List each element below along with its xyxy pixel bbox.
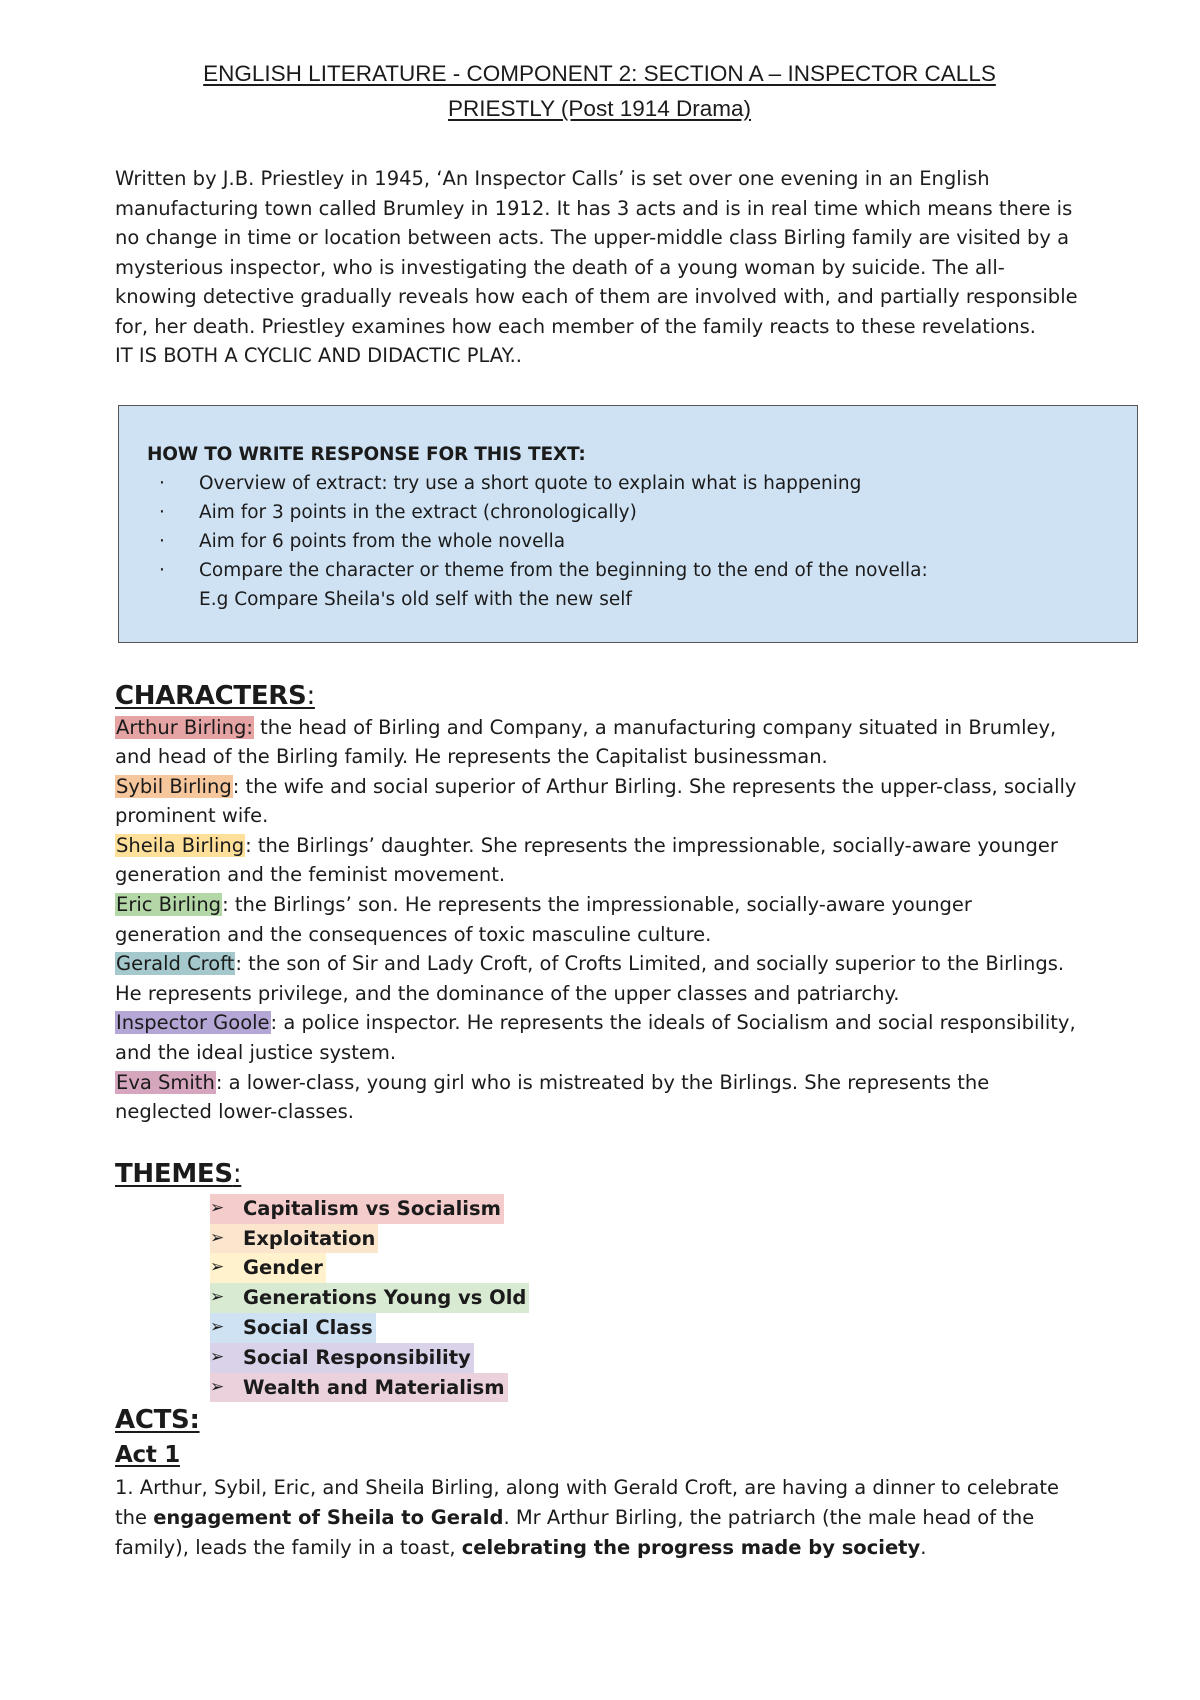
act-1-paragraph: 1. Arthur, Sybil, Eric, and Sheila Birling, along with Gerald Croft, are having a dinner to celebrate the engagement of Sheila to Gerald. Mr Arthur Birling, the patriarch (the male head of the family), leads the family in a toast, celebrating the progress made by society.	[115, 1476, 1059, 1559]
arrow-icon: ➢	[210, 1283, 240, 1313]
response-guide-box	[118, 405, 1138, 643]
bullet-icon: ·	[159, 559, 165, 581]
theme-item: ➢ Exploitation	[210, 1224, 1084, 1254]
character-name-eva: Eva Smith	[116, 1070, 215, 1094]
arrow-icon: ➢	[210, 1253, 240, 1283]
character-name-gerald: Gerald Croft	[116, 952, 235, 976]
themes-heading: THEMES:	[115, 1158, 242, 1189]
response-guide-example: E.g Compare Sheila's old self with the new self	[199, 588, 632, 610]
characters-heading: CHARACTERS:	[115, 680, 315, 711]
character-name-arthur: Arthur Birling:	[116, 715, 253, 739]
response-guide-item: · Overview of extract: try use a short quote to explain what is happening	[147, 469, 1111, 498]
act-1-heading: Act 1	[115, 1442, 180, 1469]
character-name-eric: Eric Birling	[116, 893, 222, 917]
arrow-icon: ➢	[210, 1343, 240, 1373]
arrow-icon: ➢	[210, 1313, 240, 1343]
character-entry: Sheila Birling: the Birlings’ daughter. She represents the impressionable, socially-aware younger generation and the feminist movement.	[115, 833, 1058, 887]
arrow-icon: ➢	[210, 1194, 240, 1224]
characters-list	[115, 713, 1084, 1127]
response-guide-item: · Aim for 3 points in the extract (chronologically)	[147, 498, 1111, 527]
document-title	[115, 0, 1084, 126]
arrow-icon: ➢	[210, 1373, 240, 1403]
title-line-1: ENGLISH LITERATURE - COMPONENT 2: SECTION A – INSPECTOR CALLS	[203, 61, 996, 86]
character-entry: Arthur Birling: the head of Birling and Company, a manufacturing company situated in Brumley, and head of the Birling family. He represents the Capitalist businessman.	[115, 715, 1057, 769]
arrow-icon: ➢	[210, 1224, 240, 1254]
intro-paragraph: Written by J.B. Priestley in 1945, ‘An Inspector Calls’ is set over one evening in an English manufacturing town called Brumley in 1912. It has 3 acts and is in real time which means there is no change in time or location between acts. The upper-middle class Birling family are visited by a mysterious inspector, who is investigating the death of a young woman by suicide. The all-knowing detective gradually reveals how each of them are involved with, and partially responsible for, her death. Priestley examines how each member of the family reacts to these revelations.	[115, 167, 1078, 338]
intro-caps-line: IT IS BOTH A CYCLIC AND DIDACTIC PLAY..	[115, 344, 522, 367]
response-guide-item: · Aim for 6 points from the whole novella	[147, 527, 1111, 556]
character-entry: Eva Smith: a lower-class, young girl who is mistreated by the Birlings. She represents the neglected lower-classes.	[115, 1070, 990, 1124]
theme-item: ➢ Generations Young vs Old	[210, 1283, 1084, 1313]
themes-list	[210, 1194, 1084, 1403]
character-entry: Gerald Croft: the son of Sir and Lady Croft, of Crofts Limited, and socially superior to the Birlings. He represents privilege, and the dominance of the upper classes and patriarchy.	[115, 952, 1065, 1005]
bullet-icon: ·	[159, 472, 165, 494]
bullet-icon: ·	[159, 501, 165, 523]
theme-item: ➢ Social Class	[210, 1313, 1084, 1343]
theme-item: ➢ Capitalism vs Socialism	[210, 1194, 1084, 1224]
theme-item: ➢ Wealth and Materialism	[210, 1373, 1084, 1403]
theme-item: ➢ Gender	[210, 1253, 1084, 1283]
character-entry: Sybil Birling: the wife and social superior of Arthur Birling. She represents the upper-class, socially prominent wife.	[115, 774, 1077, 828]
act-1-summary	[115, 1473, 1084, 1562]
character-name-inspector: Inspector Goole	[116, 1011, 270, 1035]
intro-section	[115, 164, 1084, 371]
bullet-icon: ·	[159, 530, 165, 552]
character-entry: Inspector Goole: a police inspector. He represents the ideals of Socialism and social responsibility, and the ideal justice system.	[115, 1011, 1076, 1065]
title-line-2: PRIESTLY (Post 1914 Drama)	[447, 96, 752, 121]
acts-heading: ACTS:	[115, 1405, 200, 1436]
character-entry: Eric Birling: the Birlings’ son. He represents the impressionable, socially-aware younger generation and the consequences of toxic masculine culture.	[115, 893, 972, 946]
theme-item: ➢ Social Responsibility	[210, 1343, 1084, 1373]
response-guide-item: · Compare the character or theme from the beginning to the end of the novella:	[147, 556, 1111, 585]
character-name-sybil: Sybil Birling	[116, 774, 232, 798]
response-guide-heading: HOW TO WRITE RESPONSE FOR THIS TEXT:	[147, 443, 586, 465]
response-guide-list	[147, 469, 1111, 585]
character-name-sheila: Sheila Birling	[116, 833, 245, 857]
